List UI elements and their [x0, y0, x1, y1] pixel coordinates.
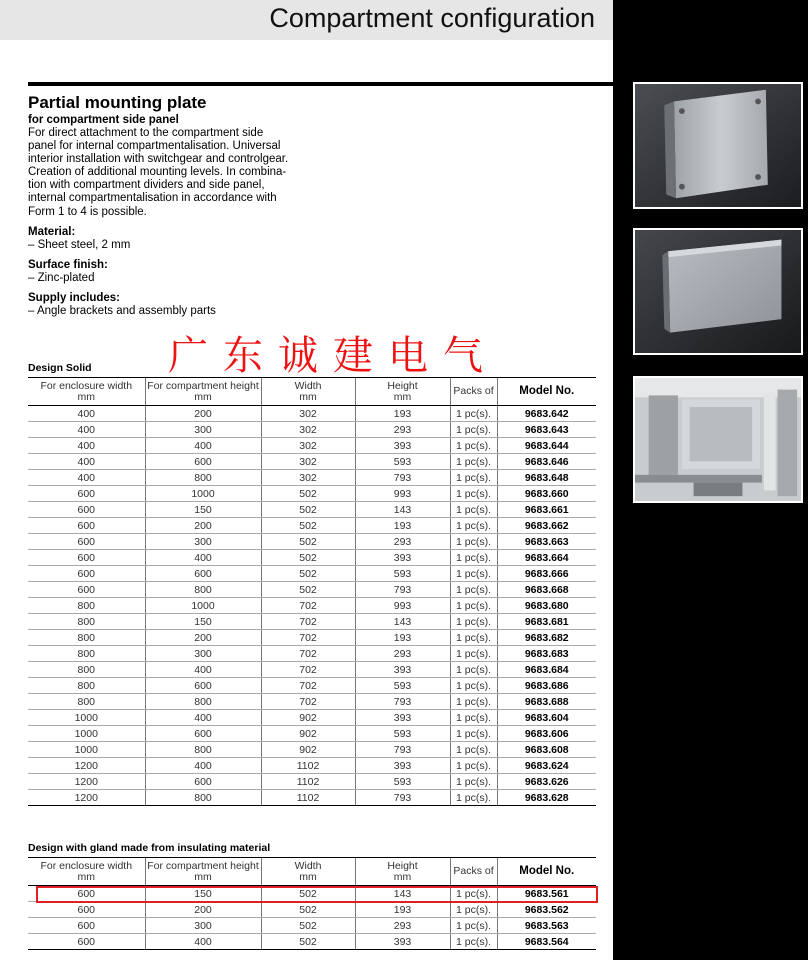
table-cell: 502 — [261, 886, 355, 902]
table-cell: 502 — [261, 534, 355, 550]
table-cell: 902 — [261, 742, 355, 758]
table-cell: 702 — [261, 662, 355, 678]
table-cell: 800 — [28, 598, 145, 614]
table-cell: 800 — [145, 694, 261, 710]
table-cell: 1200 — [28, 758, 145, 774]
model-number-cell: 9683.648 — [497, 470, 596, 486]
table-cell: 1102 — [261, 774, 355, 790]
table-row — [28, 774, 596, 790]
table-cell: 300 — [145, 646, 261, 662]
model-number-cell: 9683.681 — [497, 614, 596, 630]
table-cell: 1 pc(s). — [450, 582, 497, 598]
table-cell: 302 — [261, 470, 355, 486]
table-header-row — [28, 858, 596, 886]
table-cell: 400 — [28, 406, 145, 422]
table-cell: 1 pc(s). — [450, 598, 497, 614]
table-cell: 1102 — [261, 790, 355, 806]
table-cell: 593 — [355, 774, 450, 790]
description-line: interior installation with switchgear and controlgear. — [28, 153, 289, 166]
table-cell: 150 — [145, 886, 261, 902]
table-cell: 702 — [261, 614, 355, 630]
table-cell: 1 pc(s). — [450, 678, 497, 694]
table-cell: 293 — [355, 422, 450, 438]
table-row — [28, 694, 596, 710]
material-heading: Material: — [28, 226, 76, 238]
table-row — [28, 534, 596, 550]
table-cell: 502 — [261, 582, 355, 598]
table-cell: 393 — [355, 438, 450, 454]
table-cell: 1 pc(s). — [450, 774, 497, 790]
table-row — [28, 614, 596, 630]
col-packs-of: Packs of — [450, 378, 497, 406]
table-cell: 600 — [145, 774, 261, 790]
table-gland-heading: Design with gland made from insulating material — [28, 842, 271, 854]
table-cell: 593 — [355, 454, 450, 470]
model-number-cell: 9683.686 — [497, 678, 596, 694]
table-row — [28, 646, 596, 662]
table-cell: 1 pc(s). — [450, 486, 497, 502]
model-number-cell: 9683.662 — [497, 518, 596, 534]
table-cell: 1 pc(s). — [450, 646, 497, 662]
table-cell: 193 — [355, 406, 450, 422]
table-row — [28, 582, 596, 598]
finish-value: – Zinc-plated — [28, 272, 95, 284]
model-number-cell: 9683.628 — [497, 790, 596, 806]
table-cell: 600 — [28, 534, 145, 550]
table-cell: 902 — [261, 726, 355, 742]
table-cell: 400 — [145, 710, 261, 726]
table-cell: 800 — [145, 790, 261, 806]
table-cell: 200 — [145, 630, 261, 646]
col-model-no: Model No. — [497, 378, 596, 406]
description-line: Form 1 to 4 is possible. — [28, 205, 147, 218]
model-number-cell: 9683.684 — [497, 662, 596, 678]
table-cell: 302 — [261, 454, 355, 470]
table-cell: 1 pc(s). — [450, 934, 497, 950]
table-cell: 1000 — [28, 710, 145, 726]
product-photo-1 — [633, 82, 803, 209]
table-cell: 702 — [261, 646, 355, 662]
model-number-cell: 9683.624 — [497, 758, 596, 774]
col-enclosure-width: For enclosure width mm — [28, 858, 145, 886]
description-line: panel for internal compartmentalisation. Universal — [28, 140, 281, 153]
table-cell: 502 — [261, 502, 355, 518]
table-cell: 800 — [145, 582, 261, 598]
table-cell: 600 — [28, 582, 145, 598]
table-cell: 393 — [355, 934, 450, 950]
table-cell: 600 — [28, 518, 145, 534]
table-cell: 1 pc(s). — [450, 662, 497, 678]
table-cell: 702 — [261, 630, 355, 646]
table-cell: 150 — [145, 502, 261, 518]
col-model-no: Model No. — [497, 858, 596, 886]
table-cell: 600 — [28, 550, 145, 566]
model-number-cell: 9683.561 — [497, 886, 596, 902]
table-cell: 1 pc(s). — [450, 886, 497, 902]
col-compartment-height: For compartment height mm — [145, 858, 261, 886]
table-cell: 800 — [145, 470, 261, 486]
product-subtitle: for compartment side panel — [28, 114, 179, 126]
product-description — [28, 127, 288, 219]
model-number-cell: 9683.682 — [497, 630, 596, 646]
table-cell: 293 — [355, 918, 450, 934]
table-header-row — [28, 378, 596, 406]
table-cell: 393 — [355, 758, 450, 774]
model-number-cell: 9683.646 — [497, 454, 596, 470]
model-number-cell: 9683.564 — [497, 934, 596, 950]
table-row — [28, 790, 596, 806]
table-cell: 393 — [355, 550, 450, 566]
description-line: tion with compartment dividers and side panel, — [28, 179, 265, 192]
table-cell: 300 — [145, 534, 261, 550]
model-number-cell: 9683.606 — [497, 726, 596, 742]
table-cell: 800 — [28, 646, 145, 662]
table-cell: 143 — [355, 886, 450, 902]
table-row — [28, 406, 596, 422]
table-cell: 600 — [28, 566, 145, 582]
col-packs-of: Packs of — [450, 858, 497, 886]
table-cell: 400 — [28, 454, 145, 470]
table-cell: 1 pc(s). — [450, 534, 497, 550]
table-cell: 300 — [145, 422, 261, 438]
table-cell: 502 — [261, 518, 355, 534]
table-cell: 1 pc(s). — [450, 726, 497, 742]
table-cell: 793 — [355, 742, 450, 758]
table-cell: 600 — [145, 678, 261, 694]
supply-heading: Supply includes: — [28, 292, 121, 304]
page-title: Compartment configuration — [269, 3, 595, 33]
table-cell: 400 — [28, 422, 145, 438]
table-row — [28, 918, 596, 934]
table-cell: 1 pc(s). — [450, 422, 497, 438]
table-cell: 600 — [28, 918, 145, 934]
table-cell: 302 — [261, 438, 355, 454]
table-cell: 793 — [355, 790, 450, 806]
table-cell: 1 pc(s). — [450, 566, 497, 582]
table-cell: 793 — [355, 470, 450, 486]
table-cell: 150 — [145, 614, 261, 630]
table-cell: 1 pc(s). — [450, 406, 497, 422]
model-number-cell: 9683.643 — [497, 422, 596, 438]
table-row — [28, 934, 596, 950]
table-cell: 593 — [355, 678, 450, 694]
table-cell: 1 pc(s). — [450, 550, 497, 566]
material-value: – Sheet steel, 2 mm — [28, 239, 131, 251]
table-cell: 1000 — [145, 486, 261, 502]
table-row — [28, 710, 596, 726]
table-cell: 600 — [28, 502, 145, 518]
table-cell: 1 pc(s). — [450, 694, 497, 710]
table-row — [28, 454, 596, 470]
table-cell: 400 — [145, 438, 261, 454]
model-number-cell: 9683.661 — [497, 502, 596, 518]
table-cell: 1200 — [28, 790, 145, 806]
table-cell: 600 — [28, 486, 145, 502]
table-cell: 1 pc(s). — [450, 902, 497, 918]
table-cell: 502 — [261, 566, 355, 582]
finish-heading: Surface finish: — [28, 259, 108, 271]
table-cell: 293 — [355, 646, 450, 662]
table-cell: 800 — [28, 678, 145, 694]
table-cell: 1 pc(s). — [450, 630, 497, 646]
model-number-cell: 9683.666 — [497, 566, 596, 582]
table-cell: 800 — [145, 742, 261, 758]
table-cell: 143 — [355, 502, 450, 518]
model-number-cell: 9683.563 — [497, 918, 596, 934]
table-cell: 200 — [145, 518, 261, 534]
table-cell: 800 — [28, 614, 145, 630]
model-number-cell: 9683.562 — [497, 902, 596, 918]
model-number-cell: 9683.660 — [497, 486, 596, 502]
table-design-gland — [28, 857, 596, 950]
table-cell: 1 pc(s). — [450, 790, 497, 806]
table-cell: 193 — [355, 902, 450, 918]
description-line: internal compartmentalisation in accordance with — [28, 192, 277, 205]
table-row — [28, 550, 596, 566]
table-row — [28, 902, 596, 918]
model-number-cell: 9683.668 — [497, 582, 596, 598]
table-cell: 143 — [355, 614, 450, 630]
model-number-cell: 9683.663 — [497, 534, 596, 550]
table-cell: 793 — [355, 582, 450, 598]
table-cell: 400 — [28, 470, 145, 486]
table-row — [28, 470, 596, 486]
table-cell: 1200 — [28, 774, 145, 790]
table-cell: 1000 — [28, 726, 145, 742]
table-cell: 800 — [28, 630, 145, 646]
model-number-cell: 9683.642 — [497, 406, 596, 422]
table-row — [28, 598, 596, 614]
table-row — [28, 438, 596, 454]
table-cell: 600 — [145, 726, 261, 742]
table-cell: 1000 — [28, 742, 145, 758]
table-cell: 193 — [355, 630, 450, 646]
table-cell: 302 — [261, 422, 355, 438]
table-cell: 593 — [355, 566, 450, 582]
table-cell: 1 pc(s). — [450, 454, 497, 470]
table-cell: 400 — [28, 438, 145, 454]
table-cell: 1 pc(s). — [450, 918, 497, 934]
table-cell: 1 pc(s). — [450, 758, 497, 774]
model-number-cell: 9683.626 — [497, 774, 596, 790]
table-row — [28, 502, 596, 518]
model-number-cell: 9683.604 — [497, 710, 596, 726]
table-cell: 600 — [28, 934, 145, 950]
table-cell: 1102 — [261, 758, 355, 774]
table-cell: 1 pc(s). — [450, 742, 497, 758]
table-cell: 302 — [261, 406, 355, 422]
table-row — [28, 662, 596, 678]
table-cell: 400 — [145, 662, 261, 678]
header-band — [0, 0, 613, 40]
table-solid-heading: Design Solid — [28, 362, 92, 374]
table-cell: 502 — [261, 550, 355, 566]
table-row — [28, 726, 596, 742]
table-row — [28, 630, 596, 646]
product-photo-3 — [633, 376, 803, 503]
table-cell: 600 — [28, 886, 145, 902]
col-width: Width mm — [261, 378, 355, 406]
table-cell: 393 — [355, 710, 450, 726]
table-cell: 1 pc(s). — [450, 614, 497, 630]
table-cell: 400 — [145, 934, 261, 950]
col-width: Width mm — [261, 858, 355, 886]
table-cell: 200 — [145, 902, 261, 918]
table-cell: 1 pc(s). — [450, 710, 497, 726]
image-sidebar — [613, 0, 808, 960]
table-cell: 393 — [355, 662, 450, 678]
table-cell: 1 pc(s). — [450, 438, 497, 454]
table-row — [28, 518, 596, 534]
table-cell: 600 — [145, 566, 261, 582]
table-cell: 1000 — [145, 598, 261, 614]
model-number-cell: 9683.680 — [497, 598, 596, 614]
table-cell: 600 — [28, 902, 145, 918]
model-number-cell: 9683.644 — [497, 438, 596, 454]
table-cell: 1 pc(s). — [450, 470, 497, 486]
table-cell: 793 — [355, 694, 450, 710]
col-height: Height mm — [355, 858, 450, 886]
col-height: Height mm — [355, 378, 450, 406]
table-cell: 902 — [261, 710, 355, 726]
col-enclosure-width: For enclosure width mm — [28, 378, 145, 406]
watermark-stamp: 广东诚建电气 — [168, 333, 498, 379]
table-cell: 993 — [355, 598, 450, 614]
table-cell: 593 — [355, 726, 450, 742]
table-cell: 502 — [261, 918, 355, 934]
table-cell: 702 — [261, 678, 355, 694]
table-row — [28, 678, 596, 694]
description-line: For direct attachment to the compartment side — [28, 127, 264, 139]
col-compartment-height: For compartment height mm — [145, 378, 261, 406]
table-cell: 200 — [145, 406, 261, 422]
table-cell: 400 — [145, 758, 261, 774]
model-number-cell: 9683.664 — [497, 550, 596, 566]
table-cell: 400 — [145, 550, 261, 566]
table-cell: 300 — [145, 918, 261, 934]
table-cell: 993 — [355, 486, 450, 502]
description-line: Creation of additional mounting levels. In combina- — [28, 166, 287, 179]
table-row — [28, 486, 596, 502]
table-row — [28, 758, 596, 774]
table-cell: 193 — [355, 518, 450, 534]
table-cell: 800 — [28, 694, 145, 710]
table-cell: 502 — [261, 934, 355, 950]
product-photo-2 — [633, 228, 803, 355]
table-cell: 502 — [261, 902, 355, 918]
table-row — [28, 742, 596, 758]
model-number-cell: 9683.688 — [497, 694, 596, 710]
table-cell: 800 — [28, 662, 145, 678]
table-cell: 702 — [261, 694, 355, 710]
model-number-cell: 9683.608 — [497, 742, 596, 758]
highlight-box — [36, 886, 598, 903]
table-cell: 1 pc(s). — [450, 518, 497, 534]
divider — [28, 82, 613, 86]
table-cell: 1 pc(s). — [450, 502, 497, 518]
table-design-solid — [28, 377, 596, 806]
model-number-cell: 9683.683 — [497, 646, 596, 662]
product-title: Partial mounting plate — [28, 93, 207, 112]
table-cell: 600 — [145, 454, 261, 470]
table-row — [28, 566, 596, 582]
table-cell: 702 — [261, 598, 355, 614]
table-cell: 502 — [261, 486, 355, 502]
table-row — [28, 422, 596, 438]
supply-value: – Angle brackets and assembly parts — [28, 305, 216, 317]
table-cell: 293 — [355, 534, 450, 550]
